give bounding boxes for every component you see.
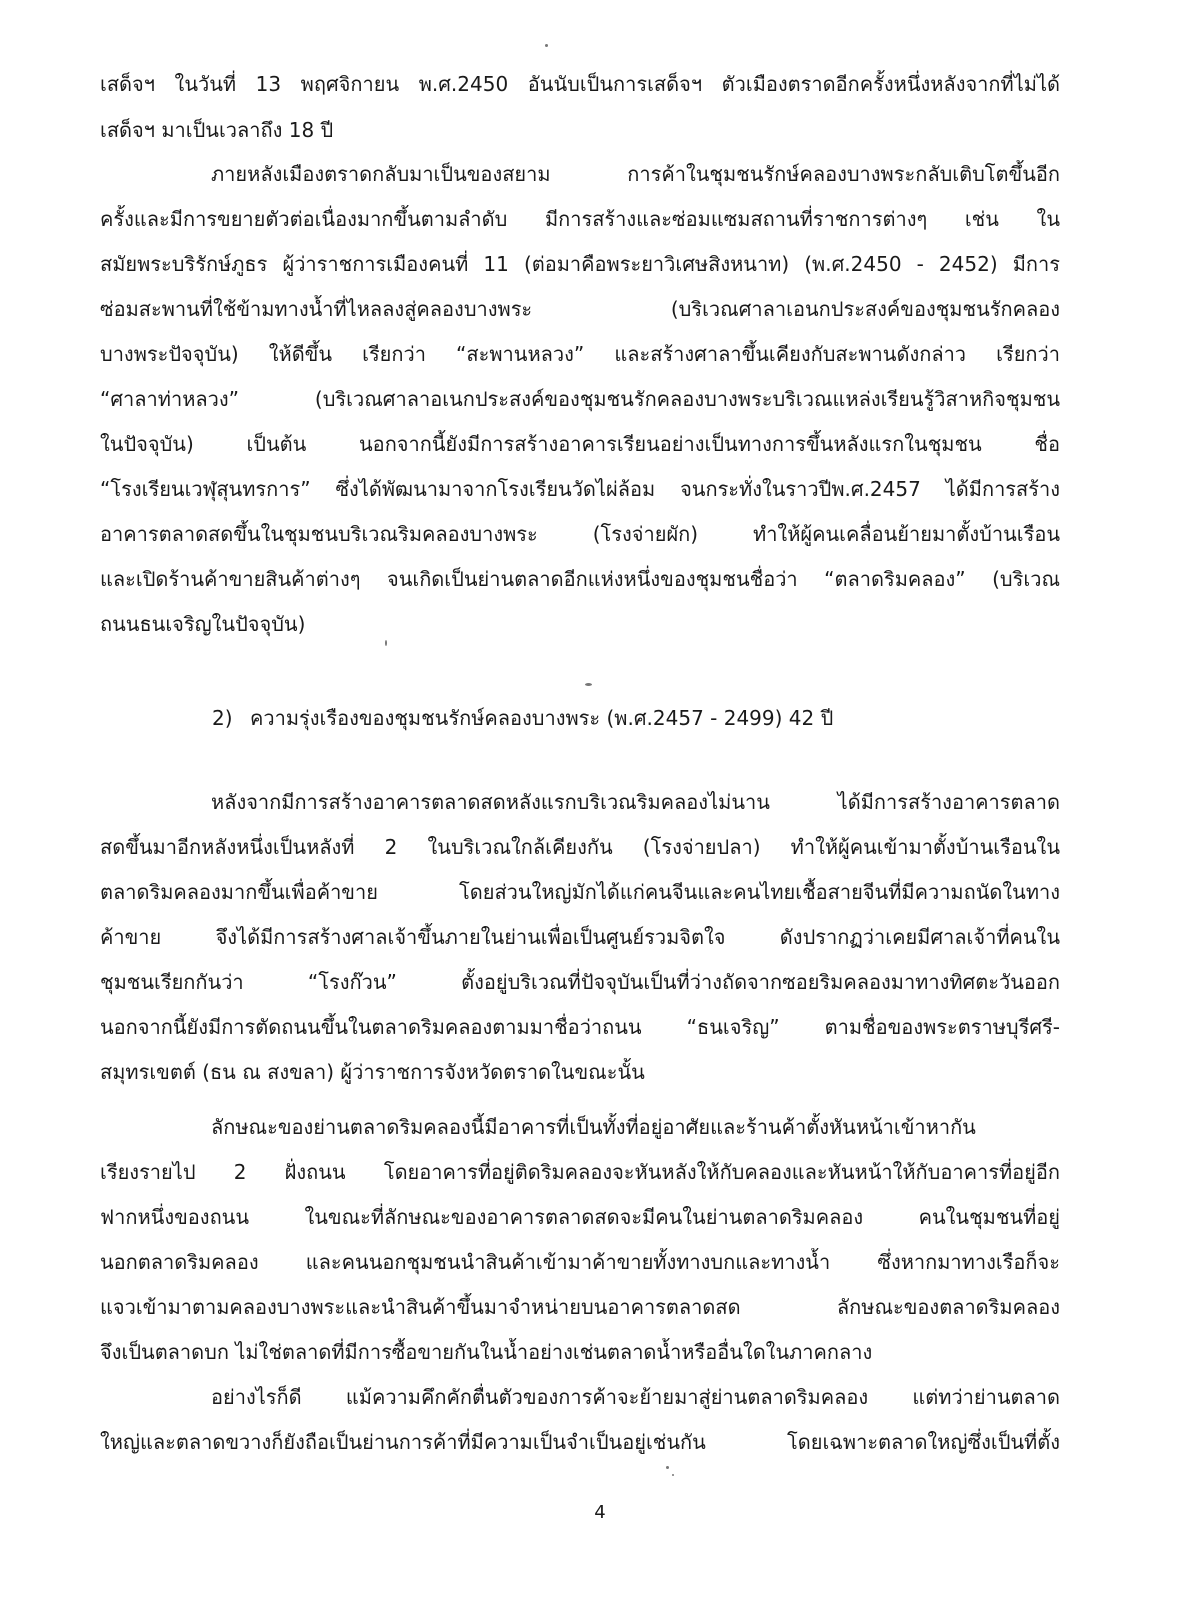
body-text-line: เสด็จฯ ในวันที่ 13 พฤศจิกายน พ.ศ.2450 อันนับเป็นการเสด็จฯ ตัวเมืองตราดอีกครั้งหนึ่งหลังจากที่ไม่ได้ [100,72,1060,96]
scan-speck [666,1466,669,1469]
scan-speck [672,1474,674,1476]
body-text-line: เสด็จฯ มาเป็นเวลาถึง 18 ปี [100,118,334,142]
body-text-line: หลังจากมีการสร้างอาคารตลาดสดหลังแรกบริเวณริมคลองไม่นาน ได้มีการสร้างอาคารตลาด [211,790,1060,814]
body-text-line: ตลาดริมคลองมากขึ้นเพื่อค้าขาย โดยส่วนใหญ่มักได้แก่คนจีนและคนไทยเชื้อสายจีนที่มีความถนัดในทาง [100,880,1060,904]
body-text-line: เรียงรายไป 2 ฝั่งถนน โดยอาคารที่อยู่ติดริมคลองจะหันหลังให้กับคลองและหันหน้าให้กับอาคารที่อยู่อีก [100,1160,1060,1184]
section-title: ความรุ่งเรืองของชุมชนรักษ์คลองบางพระ (พ.ศ.2457 - 2499) 42 ปี [250,706,834,730]
page-number: 4 [594,1502,606,1523]
body-text-line: นอกจากนี้ยังมีการตัดถนนขึ้นในตลาดริมคลองตามมาชื่อว่าถนน “ธนเจริญ” ตามชื่อของพระตราษบุรีศรี- [100,1015,1060,1039]
body-text-line: อาคารตลาดสดขึ้นในชุมชนบริเวณริมคลองบางพระ (โรงจ่ายผัก) ทำให้ผู้คนเคลื่อนย้ายมาตั้งบ้านเรือน [100,522,1060,546]
scan-speck [545,44,548,47]
body-text-line: และเปิดร้านค้าขายสินค้าต่างๆ จนเกิดเป็นย่านตลาดอีกแห่งหนึ่งของชุมชนชื่อว่า “ตลาดริมคลอง” (บริเวณ [100,567,1060,591]
body-text-line: สมัยพระบริรักษ์ภูธร ผู้ว่าราชการเมืองคนที่ 11 (ต่อมาคือพระยาวิเศษสิงหนาท) (พ.ศ.2450 - 2452) มีการ [100,252,1060,276]
body-text-line: ค้าขาย จึงได้มีการสร้างศาลเจ้าขึ้นภายในย่านเพื่อเป็นศูนย์รวมจิตใจ ดังปรากฏว่าเคยมีศาลเจ้าที่คนใน [100,925,1060,949]
body-text-line: อย่างไรก็ดี แม้ความคึกคักตื่นตัวของการค้าจะย้ายมาสู่ย่านตลาดริมคลอง แต่ทว่าย่านตลาด [211,1385,1060,1409]
body-text-line: ชุมชนเรียกกันว่า “โรงก๊วน” ตั้งอยู่บริเวณที่ปัจจุบันเป็นที่ว่างถัดจากซอยริมคลองมาทางทิศตะวันออก [100,970,1060,994]
body-text-line: ในปัจจุบัน) เป็นต้น นอกจากนี้ยังมีการสร้างอาคารเรียนอย่างเป็นทางการขึ้นหลังแรกในชุมชน ชื่อ [100,432,1060,456]
body-text-line: ลักษณะของย่านตลาดริมคลองนี้มีอาคารที่เป็นทั้งที่อยู่อาศัยและร้านค้าตั้งหันหน้าเข้าหากัน [211,1115,976,1139]
body-text-line: “โรงเรียนเวฬุสุนทรการ” ซึ่งได้พัฒนามาจากโรงเรียนวัดไผ่ล้อม จนกระทั่งในราวปีพ.ศ.2457 ได้มีการสร้าง [100,477,1060,501]
body-text-line: “ศาลาท่าหลวง” (บริเวณศาลาอเนกประสงค์ของชุมชนรักคลองบางพระบริเวณแหล่งเรียนรู้วิสาหกิจชุมชน [100,387,1060,411]
body-text-line: จึงเป็นตลาดบก ไม่ใช่ตลาดที่มีการซื้อขายกันในน้ำอย่างเช่นตลาดน้ำหรืออื่นใดในภาคกลาง [100,1340,873,1364]
body-text-line: ครั้งและมีการขยายตัวต่อเนื่องมากขึ้นตามลำดับ มีการสร้างและซ่อมแซมสถานที่ราชการต่างๆ เช่น ใน [100,207,1060,231]
body-text-line: ใหญ่และตลาดขวางก็ยังถือเป็นย่านการค้าที่มีความเป็นจำเป็นอยู่เช่นกัน โดยเฉพาะตลาดใหญ่ซึ่งเป็นที่ตั้ง [100,1430,1060,1454]
section-number: 2) [212,706,233,730]
body-text-line: นอกตลาดริมคลอง และคนนอกชุมชนนำสินค้าเข้ามาค้าขายทั้งทางบกและทางน้ำ ซึ่งหากมาทางเรือก็จะ [100,1250,1060,1274]
body-text-line: บางพระปัจจุบัน) ให้ดีขึ้น เรียกว่า “สะพานหลวง” และสร้างศาลาขึ้นเคียงกับสะพานดังกล่าว เรียกว่า [100,342,1060,366]
section-heading [212,704,833,732]
body-text-line: ภายหลังเมืองตราดกลับมาเป็นของสยาม การค้าในชุมชนรักษ์คลองบางพระกลับเติบโตขึ้นอีก [211,162,1060,186]
scan-speck [585,683,592,686]
body-text-line: ถนนธนเจริญในปัจจุบัน) [100,612,306,636]
body-text-line: ฟากหนึ่งของถนน ในขณะที่ลักษณะของอาคารตลาดสดจะมีคนในย่านตลาดริมคลอง คนในชุมชนที่อยู่ [100,1205,1060,1229]
scan-speck [385,640,387,646]
body-text-line: แจวเข้ามาตามคลองบางพระและนำสินค้าขึ้นมาจำหน่ายบนอาคารตลาดสด ลักษณะของตลาดริมคลอง [100,1295,1060,1319]
body-text-line: สดขึ้นมาอีกหลังหนึ่งเป็นหลังที่ 2 ในบริเวณใกล้เคียงกัน (โรงจ่ายปลา) ทำให้ผู้คนเข้ามาตั้งบ้านเรือนใน [100,835,1060,859]
body-text-line: สมุทรเขตต์ (ธน ณ สงขลา) ผู้ว่าราชการจังหวัดตราดในขณะนั้น [100,1060,645,1084]
body-text-line: ซ่อมสะพานที่ใช้ข้ามทางน้ำที่ไหลลงสู่คลองบางพระ (บริเวณศาลาเอนกประสงค์ของชุมชนรักคลอง [100,297,1060,321]
